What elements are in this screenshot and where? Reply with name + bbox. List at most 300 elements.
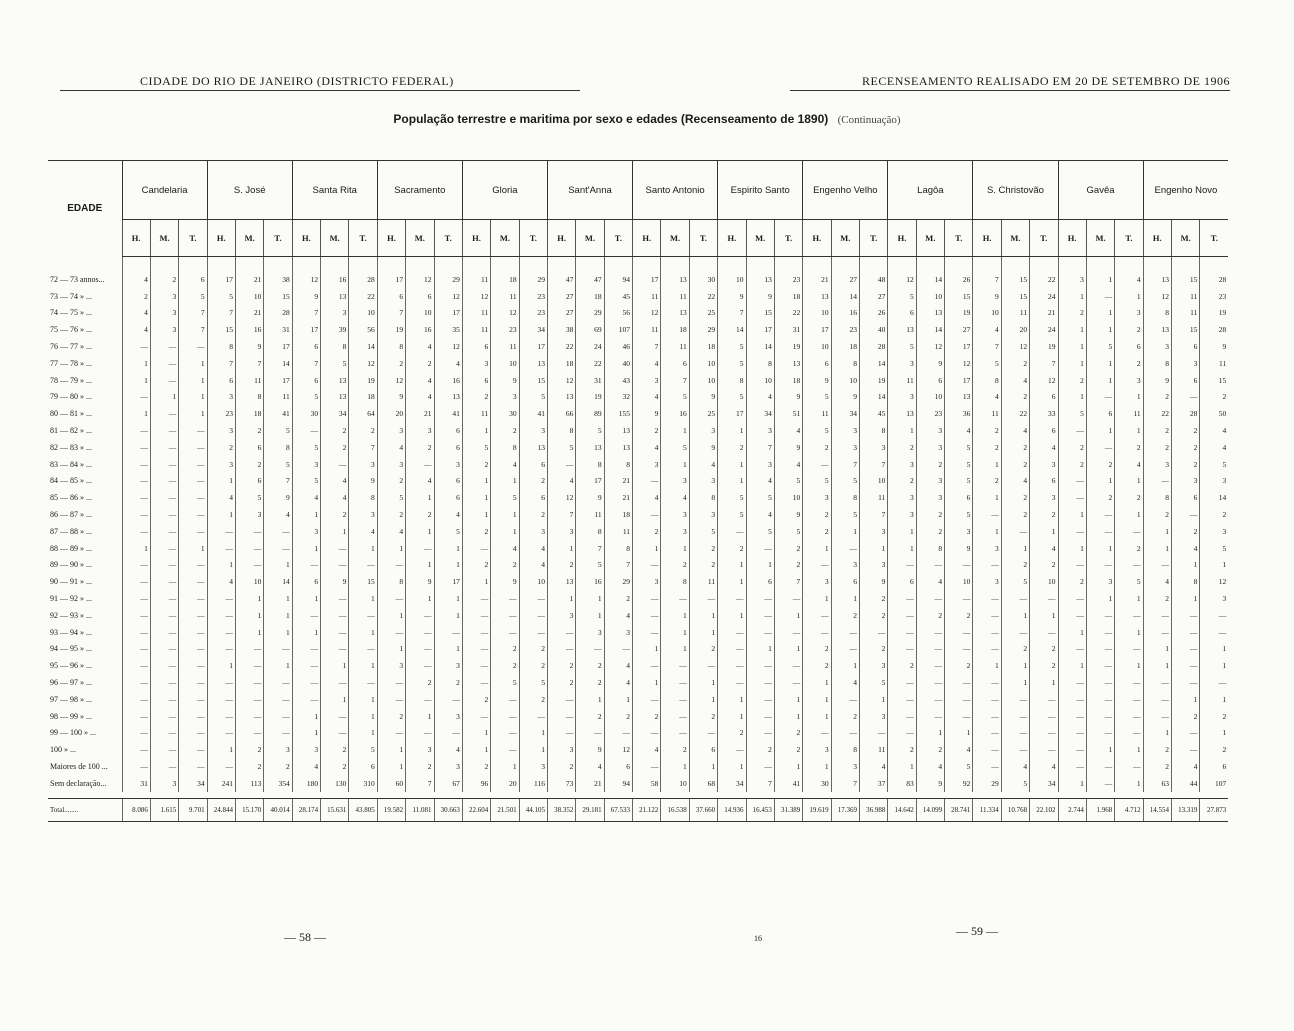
table-cell: — (1115, 641, 1143, 658)
age-label: 96 — 97 » ... (50, 678, 92, 688)
table-cell: — (122, 422, 150, 439)
table-cell: — (633, 691, 661, 708)
table-cell: 1 (434, 557, 462, 574)
table-cell: 15 (746, 305, 774, 322)
table-cell: 1 (1115, 624, 1143, 641)
table-cell: 2 (547, 758, 575, 775)
table-cell: 4 (973, 321, 1001, 338)
table-title-continuation: (Continuação) (837, 114, 901, 126)
table-cell: 1 (150, 389, 178, 406)
table-cell: 2 (462, 691, 490, 708)
table-cell: — (207, 641, 235, 658)
table-cell: 4 (406, 338, 434, 355)
table-cell: — (945, 674, 973, 691)
table-cell: — (122, 641, 150, 658)
sex-subheader: H. (377, 220, 405, 257)
table-cell: 13 (945, 389, 973, 406)
table-cell: 39 (321, 321, 349, 338)
table-cell: 6 (1171, 372, 1199, 389)
age-label: 74 — 75 » ... (50, 308, 92, 318)
table-cell: 1 (1058, 338, 1086, 355)
total-cell: 14.099 (916, 798, 944, 821)
table-cell: 7 (264, 473, 292, 490)
table-cell: 3 (746, 422, 774, 439)
table-cell: 11 (462, 405, 490, 422)
table-cell: 11 (1171, 288, 1199, 305)
table-cell: 31 (576, 372, 604, 389)
table-cell: 2 (349, 422, 377, 439)
table-cell: 3 (150, 775, 178, 792)
table-cell: 1 (264, 624, 292, 641)
table-cell: 7 (973, 338, 1001, 355)
table-cell: 1 (1058, 657, 1086, 674)
table-cell: 3 (859, 657, 887, 674)
table-cell: 1 (718, 708, 746, 725)
table-cell: — (888, 607, 916, 624)
table-cell: — (264, 674, 292, 691)
table-cell: 2 (377, 473, 405, 490)
table-cell: 3 (1086, 573, 1114, 590)
table-cell: — (633, 725, 661, 742)
table-cell: 7 (774, 573, 802, 590)
age-label: 88 — 89 » ... (50, 543, 92, 553)
table-cell: 1 (462, 473, 490, 490)
table-cell: 8 (264, 439, 292, 456)
table-cell: 1 (718, 557, 746, 574)
total-cell: 37.660 (689, 798, 717, 821)
table-cell: 1 (1030, 607, 1058, 624)
table-cell: 13 (661, 257, 689, 288)
table-cell: 3 (689, 506, 717, 523)
table-cell: 1 (349, 708, 377, 725)
running-header-left: CIDADE DO RIO DE JANEIRO (DISTRICTO FEDERAL) (140, 74, 454, 88)
table-cell: — (973, 708, 1001, 725)
table-cell: 3 (377, 456, 405, 473)
sex-subheader: M. (576, 220, 604, 257)
table-cell: 3 (916, 422, 944, 439)
table-cell: — (1115, 674, 1143, 691)
table-cell: 1 (1171, 590, 1199, 607)
total-cell: 27.873 (1200, 798, 1228, 821)
table-cell: 1 (462, 506, 490, 523)
table-cell: 130 (321, 775, 349, 792)
table-cell: — (434, 624, 462, 641)
table-cell: 1 (803, 590, 831, 607)
table-row (48, 355, 1228, 372)
table-cell: 8 (321, 338, 349, 355)
table-cell: 5 (264, 422, 292, 439)
table-cell: — (831, 641, 859, 658)
table-cell: — (661, 674, 689, 691)
table-cell: 2 (1001, 641, 1029, 658)
total-cell: 36.988 (859, 798, 887, 821)
table-cell: 11 (462, 305, 490, 322)
table-cell: 34 (831, 405, 859, 422)
table-cell: 22 (1030, 257, 1058, 288)
table-cell: 11 (803, 405, 831, 422)
table-cell: — (349, 674, 377, 691)
table-cell: 1 (1115, 473, 1143, 490)
table-cell: 6 (292, 338, 320, 355)
table-cell: 8 (831, 355, 859, 372)
table-cell: 1 (1143, 725, 1171, 742)
table-cell: 12 (916, 338, 944, 355)
sex-subheader: H. (207, 220, 235, 257)
table-cell: 48 (859, 257, 887, 288)
table-cell: — (1058, 641, 1086, 658)
table-cell: — (150, 473, 178, 490)
table-cell: 1 (831, 657, 859, 674)
table-cell: 14 (264, 573, 292, 590)
table-cell: 11 (633, 288, 661, 305)
table-cell: 2 (321, 741, 349, 758)
table-cell: 5 (321, 355, 349, 372)
table-row (48, 775, 1228, 792)
table-cell: 241 (207, 775, 235, 792)
table-cell: 1 (1058, 775, 1086, 792)
table-cell: 26 (945, 257, 973, 288)
table-cell: 1 (1115, 389, 1143, 406)
table-cell: 4 (633, 741, 661, 758)
table-cell: 3 (462, 355, 490, 372)
table-cell: 1 (1171, 557, 1199, 574)
table-cell: 23 (207, 405, 235, 422)
total-cell: 17.369 (831, 798, 859, 821)
age-label: 85 — 86 » ... (50, 493, 92, 503)
table-cell: — (321, 456, 349, 473)
table-cell: 8 (576, 456, 604, 473)
table-cell: 4 (434, 506, 462, 523)
table-cell: 2 (1143, 422, 1171, 439)
table-cell: — (576, 641, 604, 658)
table-cell: — (122, 657, 150, 674)
table-cell: 34 (746, 405, 774, 422)
table-cell: 19 (1030, 338, 1058, 355)
table-cell: — (150, 573, 178, 590)
table-cell: 1 (1115, 422, 1143, 439)
table-cell: 1 (888, 422, 916, 439)
table-cell: — (292, 674, 320, 691)
table-cell: 2 (1171, 439, 1199, 456)
table-cell: — (1171, 674, 1199, 691)
table-cell: 4 (633, 355, 661, 372)
table-cell: 9 (774, 506, 802, 523)
table-cell: 3 (434, 708, 462, 725)
table-cell: — (150, 523, 178, 540)
table-cell: 5 (945, 758, 973, 775)
table-cell: — (1086, 674, 1114, 691)
table-row (48, 741, 1228, 758)
table-cell: 2 (916, 523, 944, 540)
table-cell: 3 (803, 741, 831, 758)
table-cell: 14 (859, 355, 887, 372)
table-cell: 3 (746, 456, 774, 473)
table-cell: 2 (689, 641, 717, 658)
table-cell: 10 (859, 473, 887, 490)
table-cell: 9 (945, 540, 973, 557)
table-cell: 17 (377, 257, 405, 288)
table-cell: 3 (1030, 456, 1058, 473)
table-cell: — (377, 590, 405, 607)
table-cell: 4 (1030, 540, 1058, 557)
table-cell: 17 (264, 372, 292, 389)
table-cell: 12 (633, 305, 661, 322)
table-cell: — (633, 590, 661, 607)
table-cell: 1 (235, 624, 263, 641)
sex-subheader: T. (774, 220, 802, 257)
table-cell: 12 (945, 355, 973, 372)
table-cell: 5 (179, 288, 207, 305)
table-cell: 1 (122, 372, 150, 389)
table-cell: 1 (406, 708, 434, 725)
total-row (48, 798, 1228, 821)
total-cell: 15.631 (321, 798, 349, 821)
table-cell: — (179, 590, 207, 607)
table-cell: — (1058, 489, 1086, 506)
table-row (48, 473, 1228, 490)
table-cell: 2 (1058, 456, 1086, 473)
table-cell: 1 (718, 473, 746, 490)
table-cell: — (491, 624, 519, 641)
table-cell: 63 (1143, 775, 1171, 792)
table-cell: 16 (235, 321, 263, 338)
table-cell: — (746, 708, 774, 725)
table-cell: 7 (349, 439, 377, 456)
table-cell: — (1115, 523, 1143, 540)
table-cell: — (122, 523, 150, 540)
table-cell: 2 (604, 708, 632, 725)
table-cell: 1 (377, 540, 405, 557)
table-cell: 19 (945, 305, 973, 322)
table-cell: 13 (746, 257, 774, 288)
table-cell: — (207, 624, 235, 641)
table-cell: — (1171, 506, 1199, 523)
table-cell: — (122, 725, 150, 742)
total-cell: 21.501 (491, 798, 519, 821)
table-cell: 1 (803, 674, 831, 691)
table-cell: 3 (1115, 305, 1143, 322)
table-cell: — (1115, 691, 1143, 708)
table-cell: 3 (321, 305, 349, 322)
table-cell: 3 (1058, 257, 1086, 288)
table-cell: 1 (462, 422, 490, 439)
table-cell: 8 (235, 389, 263, 406)
table-cell: 14 (264, 355, 292, 372)
table-cell: — (718, 523, 746, 540)
table-cell: 3 (604, 624, 632, 641)
table-cell: 9 (774, 439, 802, 456)
table-cell: — (633, 557, 661, 574)
table-cell: 18 (349, 389, 377, 406)
table-cell: 7 (831, 775, 859, 792)
table-row (48, 691, 1228, 708)
table-row (48, 590, 1228, 607)
table-cell: 29 (604, 573, 632, 590)
table-cell: — (122, 573, 150, 590)
table-cell: — (1171, 389, 1199, 406)
table-cell: 15 (1171, 321, 1199, 338)
table-cell: 28 (1171, 405, 1199, 422)
table-cell: — (1086, 691, 1114, 708)
sex-subheader: H. (122, 220, 150, 257)
table-cell: 1 (661, 422, 689, 439)
table-cell: 31 (264, 321, 292, 338)
table-cell: 2 (462, 758, 490, 775)
table-cell: 11 (1171, 305, 1199, 322)
table-cell: 5 (377, 489, 405, 506)
table-cell: 1 (491, 523, 519, 540)
table-cell: 2 (1200, 506, 1228, 523)
table-cell: 2 (547, 674, 575, 691)
table-cell: 2 (1200, 741, 1228, 758)
table-cell: — (150, 641, 178, 658)
total-cell: 40.014 (264, 798, 292, 821)
table-cell: 23 (519, 288, 547, 305)
table-cell: — (122, 456, 150, 473)
sex-subheader: T. (859, 220, 887, 257)
table-cell: — (774, 657, 802, 674)
table-cell: 1 (462, 489, 490, 506)
table-cell: 1 (1001, 657, 1029, 674)
table-cell: — (1086, 708, 1114, 725)
table-cell: 30 (803, 775, 831, 792)
table-cell: 10 (945, 573, 973, 590)
table-cell: 6 (434, 439, 462, 456)
table-cell: 13 (888, 405, 916, 422)
table-cell: 12 (406, 257, 434, 288)
table-cell: 9 (774, 389, 802, 406)
table-cell: 9 (264, 489, 292, 506)
table-cell: 1 (689, 624, 717, 641)
table-cell: — (774, 590, 802, 607)
table-cell: 1 (973, 489, 1001, 506)
total-cell: 9.701 (179, 798, 207, 821)
table-cell: 32 (604, 389, 632, 406)
age-label: 95 — 96 » ... (50, 661, 92, 671)
table-cell: 14 (916, 321, 944, 338)
table-cell: — (746, 674, 774, 691)
table-cell: 1 (1058, 321, 1086, 338)
table-cell: 1 (349, 657, 377, 674)
table-cell: 1 (235, 590, 263, 607)
table-cell: 2 (491, 422, 519, 439)
table-cell: 10 (831, 372, 859, 389)
table-cell: 2 (1115, 355, 1143, 372)
table-cell: 7 (292, 355, 320, 372)
table-cell: 21 (1030, 305, 1058, 322)
table-cell: 3 (973, 540, 1001, 557)
table-cell: 4 (207, 573, 235, 590)
table-cell: 23 (774, 257, 802, 288)
table-cell: — (122, 741, 150, 758)
table-cell: — (150, 355, 178, 372)
table-cell: 3 (633, 372, 661, 389)
table-cell: 18 (604, 506, 632, 523)
table-cell: 2 (321, 439, 349, 456)
table-cell: — (519, 590, 547, 607)
table-cell: 3 (689, 422, 717, 439)
age-label: 80 — 81 » ... (50, 409, 92, 419)
table-cell: 7 (207, 305, 235, 322)
table-cell: 2 (1030, 557, 1058, 574)
table-cell: — (377, 725, 405, 742)
table-cell: 1 (1030, 523, 1058, 540)
total-cell: 21.122 (633, 798, 661, 821)
table-cell: 2 (803, 641, 831, 658)
district-header: Espirito Santo (718, 161, 803, 220)
page-number-left: — 58 — (284, 930, 326, 944)
table-cell: 29 (576, 305, 604, 322)
table-cell: 19 (859, 372, 887, 389)
table-cell: — (122, 624, 150, 641)
table-cell: 5 (945, 456, 973, 473)
table-cell: — (462, 641, 490, 658)
age-label: 78 — 79 » ... (50, 375, 92, 385)
table-cell: 36 (945, 405, 973, 422)
table-cell: 8 (1171, 573, 1199, 590)
table-cell: 21 (576, 775, 604, 792)
table-cell: 2 (547, 557, 575, 574)
table-row (48, 573, 1228, 590)
table-cell: — (1171, 641, 1199, 658)
table-cell: 6 (916, 372, 944, 389)
table-cell: 1 (1143, 540, 1171, 557)
table-cell: 3 (1200, 523, 1228, 540)
table-cell: 13 (321, 389, 349, 406)
table-cell: 15 (1200, 372, 1228, 389)
table-cell: 3 (547, 741, 575, 758)
table-cell: 12 (1030, 372, 1058, 389)
table-cell: — (945, 624, 973, 641)
table-cell: — (179, 456, 207, 473)
table-cell: 3 (1171, 355, 1199, 372)
table-cell: 6 (1171, 489, 1199, 506)
table-cell: 34 (321, 405, 349, 422)
table-cell: — (1086, 607, 1114, 624)
table-cell: 1 (718, 691, 746, 708)
table-cell: — (746, 691, 774, 708)
table-cell: 19 (377, 321, 405, 338)
table-cell: 1 (264, 657, 292, 674)
table-cell: 2 (888, 473, 916, 490)
table-cell: — (150, 422, 178, 439)
table-cell: 1 (576, 590, 604, 607)
table-cell: 5 (519, 674, 547, 691)
table-cell: 2 (235, 741, 263, 758)
table-cell: — (1086, 557, 1114, 574)
table-cell: — (434, 691, 462, 708)
table-cell: 7 (576, 540, 604, 557)
table-cell: 3 (1143, 456, 1171, 473)
table-cell: 4 (576, 758, 604, 775)
table-cell: — (292, 607, 320, 624)
sex-subheader: T. (945, 220, 973, 257)
table-cell: 1 (689, 691, 717, 708)
table-cell: 6 (1030, 473, 1058, 490)
table-cell: 5 (292, 473, 320, 490)
table-cell: — (207, 708, 235, 725)
table-cell: 2 (576, 708, 604, 725)
table-cell: 13 (576, 439, 604, 456)
table-cell: 25 (689, 305, 717, 322)
table-cell: 3 (377, 657, 405, 674)
table-cell: 2 (1001, 439, 1029, 456)
table-cell: — (122, 473, 150, 490)
table-cell: — (746, 607, 774, 624)
table-cell: 19 (1200, 305, 1228, 322)
table-cell: — (406, 540, 434, 557)
table-cell: 180 (292, 775, 320, 792)
